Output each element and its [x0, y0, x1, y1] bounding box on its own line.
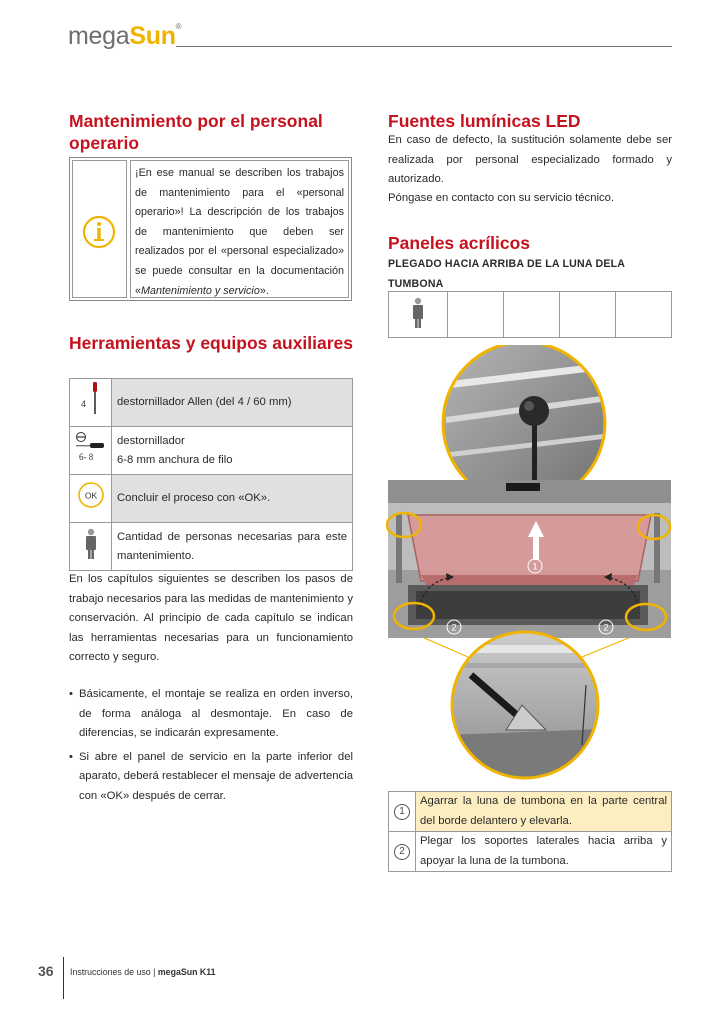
step-row	[389, 832, 672, 872]
logo-text-mega: mega	[68, 22, 130, 50]
step-number-cell	[389, 792, 416, 832]
led-contact-text: Póngase en contacto con su servicio técnico.	[388, 192, 615, 204]
allen-size-label: 4	[80, 399, 86, 409]
step-text: Agarrar la luna de tumbona en la parte central del borde delantero y elevarla.	[416, 792, 672, 832]
step-number-cell	[389, 832, 416, 872]
logo-registered-mark: ®	[175, 22, 182, 31]
step-row	[389, 792, 672, 832]
tools-desc-cell	[112, 427, 353, 475]
info-icon-cell	[72, 160, 127, 298]
person-icon	[403, 293, 433, 331]
persons-table	[388, 291, 672, 338]
list-item: • Si abre el panel de servicio en la parte inferior del aparato, deberá restablecer el mensaje de advertencia con «OK» después de cerrar.	[69, 748, 353, 807]
intro-paragraph: En los capítulos siguientes se describen los pasos de trabajo necesarios para las medidas de mantenimiento y conservación. Al principio de cada capítulo se indican las herramientas necesarias para un funcionamiento correcto y seguro.	[69, 573, 353, 664]
logo-text-sun: Sun	[129, 22, 176, 50]
persons-empty-cell	[616, 292, 672, 338]
info-note-text	[130, 160, 349, 298]
step-number: 2	[394, 844, 410, 860]
tools-desc-cell: destornillador Allen (del 4 / 60 mm)	[112, 379, 353, 427]
tools-icon-cell	[70, 523, 112, 571]
figure-step-text: 1	[532, 561, 538, 573]
tools-table	[69, 378, 353, 571]
tools-icon-cell	[70, 427, 112, 475]
zoom-detail-support	[446, 622, 609, 785]
ok-icon	[71, 475, 111, 515]
tools-icon-cell	[70, 379, 112, 427]
steps-table	[388, 791, 672, 872]
section-title-tools: Herramientas y equipos auxiliares	[69, 333, 354, 353]
persons-row	[389, 292, 672, 338]
page-number: 36	[38, 963, 54, 979]
sunbed-photo	[388, 480, 671, 638]
figure-step-text: 2	[451, 622, 457, 634]
flat-screwdriver-icon	[71, 427, 111, 467]
brand-logo	[68, 22, 181, 51]
led-text: En caso de defecto, la sustitución solamente debe ser realizada por personal especializado formado y autorizado.	[388, 134, 672, 186]
ok-icon-label: OK	[84, 490, 97, 501]
tools-row	[70, 475, 353, 523]
footer-product-name: megaSun K11	[157, 967, 216, 977]
list-item: • Básicamente, el montaje se realiza en orden inverso, de forma análoga al desmontaje. En caso de diferencias, se indicarán expresamente.	[69, 685, 353, 744]
section-title-maintenance: Mantenimiento por el personal operario	[69, 111, 323, 153]
acrylic-panel-figure	[386, 345, 676, 785]
acrylic-subtitle: PLEGADO HACIA ARRIBA DE LA LUNA DELA TUMBONA	[388, 258, 625, 290]
notes-list	[69, 685, 353, 811]
person-icon	[71, 523, 111, 563]
tools-desc-line1: destornillador	[117, 434, 185, 447]
footer-divider	[63, 957, 64, 999]
tools-desc-cell: Cantidad de personas necesarias para este mantenimiento.	[112, 523, 353, 571]
figure-step-text: 2	[603, 622, 609, 634]
info-note-emphasis: Mantenimiento y servicio	[141, 284, 260, 297]
allen-screwdriver-icon	[71, 379, 111, 419]
tools-row	[70, 379, 353, 427]
blade-size-label: 6- 8	[78, 452, 93, 462]
info-note-body: ¡En ese manual se describen los trabajos de mantenimiento para el «personal operario»! La descripción de los trabajos de mantenimiento que deben ser realizados por el «personal especializado» se puede consultar en la documentación «	[135, 167, 344, 297]
footer-doc-label: Instrucciones de uso |	[70, 967, 158, 977]
section-title-led: Fuentes lumínicas LED	[388, 111, 581, 131]
section-title-acrylic: Paneles acrílicos	[388, 233, 531, 253]
persons-empty-cell	[504, 292, 560, 338]
persons-empty-cell	[448, 292, 504, 338]
tools-row	[70, 427, 353, 475]
info-icon	[73, 161, 126, 297]
tools-icon-cell	[70, 475, 112, 523]
tools-desc-cell: Concluir el proceso con «OK».	[112, 475, 353, 523]
step-number: 1	[394, 804, 410, 820]
tools-desc-line2: 6-8 mm anchura de filo	[117, 453, 233, 466]
info-note-end: ».	[259, 284, 269, 297]
step-text: Plegar los soportes laterales hacia arriba y apoyar la luna de la tumbona.	[416, 832, 672, 872]
tools-row	[70, 523, 353, 571]
header-rule	[176, 46, 672, 47]
persons-empty-cell	[560, 292, 616, 338]
info-note-box	[69, 157, 352, 301]
persons-icon-cell	[389, 292, 448, 338]
footer-doc-title	[70, 967, 216, 977]
